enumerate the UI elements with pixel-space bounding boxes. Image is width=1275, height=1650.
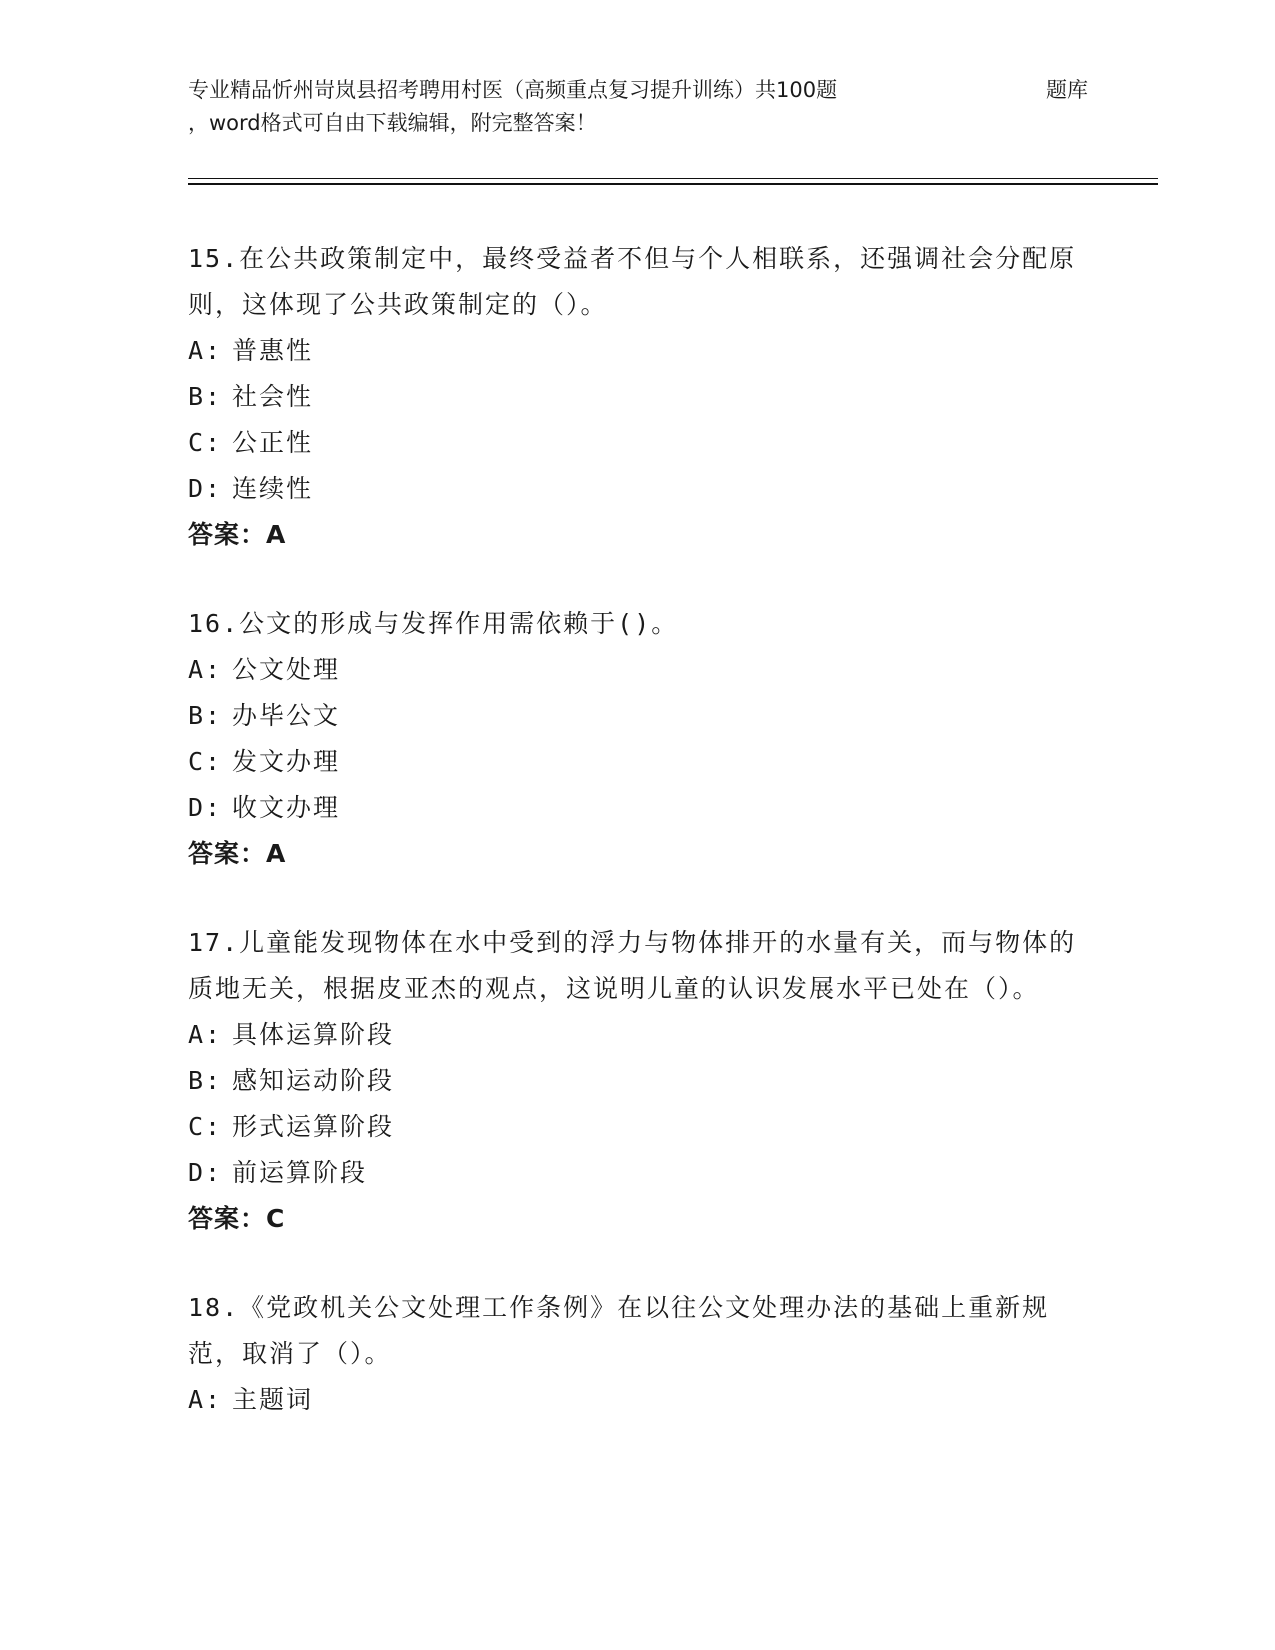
option-text: 公文处理	[232, 655, 341, 684]
option-a	[188, 1012, 1088, 1058]
option-b	[188, 1058, 1088, 1104]
header-rule-thick	[188, 183, 1158, 185]
option-letter: C:	[188, 747, 223, 776]
option-letter: D:	[188, 474, 223, 503]
header-title: 专业精品忻州岢岚县招考聘用村医（高频重点复习提升训练）共100题	[188, 78, 838, 102]
option-letter: A:	[188, 1385, 223, 1414]
option-a	[188, 647, 1088, 693]
question-item	[188, 236, 1088, 558]
document-header	[188, 74, 1088, 140]
option-letter: A:	[188, 655, 223, 684]
option-text: 具体运算阶段	[232, 1020, 395, 1049]
option-letter: D:	[188, 1158, 223, 1187]
option-text: 发文办理	[232, 747, 341, 776]
option-d	[188, 466, 1088, 512]
option-text: 社会性	[232, 382, 314, 411]
question-item	[188, 920, 1088, 1242]
option-b	[188, 374, 1088, 420]
option-text: 办毕公文	[232, 701, 341, 730]
header-rule-thin	[188, 178, 1158, 179]
option-text: 形式运算阶段	[232, 1112, 395, 1141]
answer-line: 答案：A	[188, 839, 287, 868]
option-text: 感知运动阶段	[232, 1066, 395, 1095]
answer-line: 答案：A	[188, 520, 287, 549]
option-c	[188, 739, 1088, 785]
question-text: 18.《党政机关公文处理工作条例》在以往公文处理办法的基础上重新规范，取消了（）。	[188, 1293, 1050, 1368]
option-letter: A:	[188, 1020, 223, 1049]
question-item	[188, 1285, 1088, 1423]
header-subtitle: ，word格式可自由下载编辑，附完整答案！	[188, 111, 597, 135]
option-text: 收文办理	[232, 793, 341, 822]
question-item	[188, 601, 1088, 877]
option-text: 连续性	[232, 474, 314, 503]
answer-line: 答案：C	[188, 1204, 286, 1233]
option-letter: B:	[188, 382, 223, 411]
question-text: 16.公文的形成与发挥作用需依赖于()。	[188, 609, 679, 638]
header-tag: 题库	[1046, 78, 1088, 102]
header-title-row	[188, 74, 1088, 107]
question-text: 17.儿童能发现物体在水中受到的浮力与物体排开的水量有关，而与物体的质地无关，根据皮亚杰的观点，这说明儿童的认识发展水平已处在（）。	[188, 928, 1077, 1003]
option-b	[188, 693, 1088, 739]
question-text: 15.在公共政策制定中，最终受益者不但与个人相联系，还强调社会分配原则，这体现了公共政策制定的（）。	[188, 244, 1077, 319]
option-letter: B:	[188, 701, 223, 730]
option-c	[188, 1104, 1088, 1150]
option-letter: C:	[188, 1112, 223, 1141]
option-letter: C:	[188, 428, 223, 457]
question-list	[188, 236, 1088, 1466]
option-letter: A:	[188, 336, 223, 365]
option-text: 主题词	[232, 1385, 314, 1414]
option-a	[188, 1377, 1088, 1423]
option-text: 前运算阶段	[232, 1158, 368, 1187]
option-text: 公正性	[232, 428, 314, 457]
option-a	[188, 328, 1088, 374]
option-text: 普惠性	[232, 336, 314, 365]
option-c	[188, 420, 1088, 466]
option-d	[188, 1150, 1088, 1196]
option-letter: B:	[188, 1066, 223, 1095]
option-d	[188, 785, 1088, 831]
option-letter: D:	[188, 793, 223, 822]
